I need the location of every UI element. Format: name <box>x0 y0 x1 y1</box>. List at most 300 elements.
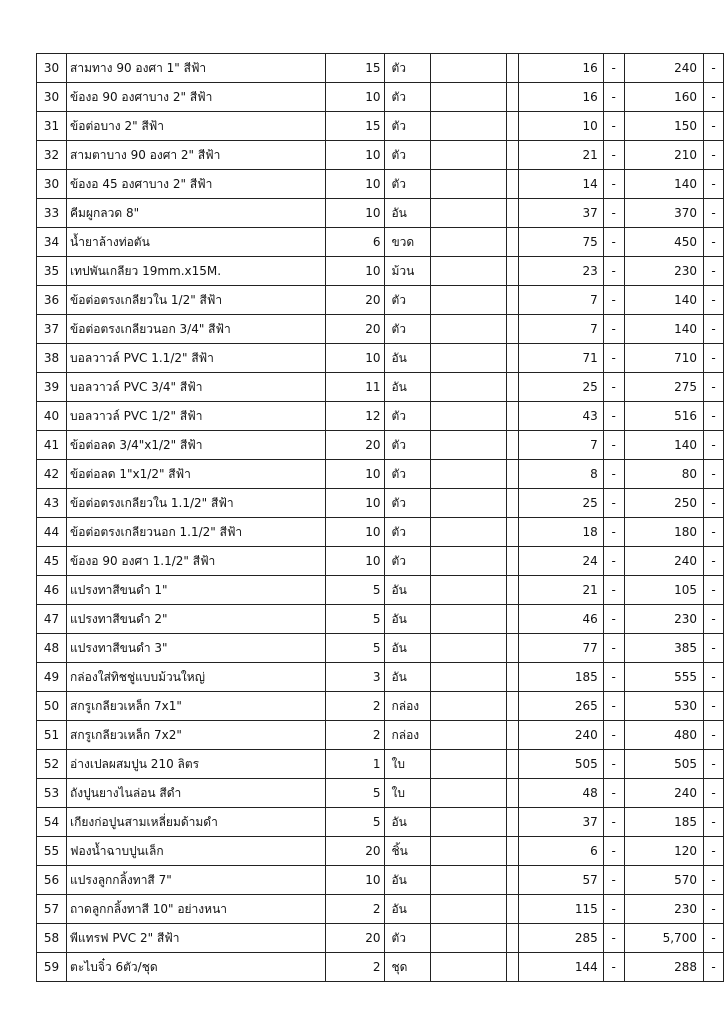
unit-price: 505 <box>518 750 603 779</box>
empty-cell <box>430 112 507 141</box>
quantity: 10 <box>326 344 385 373</box>
unit-price: 46 <box>518 605 603 634</box>
table-row <box>37 721 724 750</box>
total-amount: 505 <box>624 750 703 779</box>
total-satang: - <box>703 518 723 547</box>
row-number: 44 <box>37 518 67 547</box>
item-description: อ่างเปลผสมปูน 210 ลิตร <box>67 750 326 779</box>
table-row <box>37 373 724 402</box>
unit-price: 7 <box>518 286 603 315</box>
unit: ตัว <box>385 547 430 576</box>
unit-price: 240 <box>518 721 603 750</box>
quantity: 12 <box>326 402 385 431</box>
total-satang: - <box>703 924 723 953</box>
empty-cell <box>430 228 507 257</box>
empty-cell <box>507 605 518 634</box>
price-satang: - <box>603 199 624 228</box>
row-number: 30 <box>37 54 67 83</box>
empty-cell <box>430 837 507 866</box>
unit: อัน <box>385 576 430 605</box>
total-satang: - <box>703 634 723 663</box>
quantity: 10 <box>326 460 385 489</box>
empty-cell <box>430 431 507 460</box>
empty-cell <box>430 460 507 489</box>
total-amount: 570 <box>624 866 703 895</box>
unit-price: 6 <box>518 837 603 866</box>
quantity: 11 <box>326 373 385 402</box>
price-satang: - <box>603 750 624 779</box>
quantity: 5 <box>326 634 385 663</box>
quantity: 10 <box>326 518 385 547</box>
row-number: 39 <box>37 373 67 402</box>
table-row <box>37 199 724 228</box>
quantity: 5 <box>326 779 385 808</box>
price-satang: - <box>603 576 624 605</box>
price-satang: - <box>603 373 624 402</box>
total-amount: 370 <box>624 199 703 228</box>
quantity: 10 <box>326 141 385 170</box>
quantity: 2 <box>326 692 385 721</box>
empty-cell <box>507 344 518 373</box>
total-amount: 516 <box>624 402 703 431</box>
total-satang: - <box>703 112 723 141</box>
row-number: 59 <box>37 953 67 982</box>
item-description: สามตาบาง 90 องศา 2" สีฟ้า <box>67 141 326 170</box>
empty-cell <box>430 315 507 344</box>
unit: ตัว <box>385 170 430 199</box>
empty-cell <box>430 721 507 750</box>
total-amount: 240 <box>624 779 703 808</box>
total-satang: - <box>703 54 723 83</box>
total-amount: 185 <box>624 808 703 837</box>
empty-cell <box>507 634 518 663</box>
empty-cell <box>430 54 507 83</box>
table-row <box>37 489 724 518</box>
unit-price: 37 <box>518 808 603 837</box>
item-description: ข้อต่อตรงเกลียวใน 1/2" สีฟ้า <box>67 286 326 315</box>
unit-price: 57 <box>518 866 603 895</box>
item-description: ข้องอ 90 องศา 1.1/2" สีฟ้า <box>67 547 326 576</box>
quantity: 10 <box>326 83 385 112</box>
total-satang: - <box>703 576 723 605</box>
empty-cell <box>507 924 518 953</box>
total-amount: 230 <box>624 605 703 634</box>
total-amount: 530 <box>624 692 703 721</box>
quantity: 20 <box>326 315 385 344</box>
total-satang: - <box>703 837 723 866</box>
row-number: 55 <box>37 837 67 866</box>
unit: ขวด <box>385 228 430 257</box>
item-description: บอลวาวล์ PVC 1/2" สีฟ้า <box>67 402 326 431</box>
quantity: 5 <box>326 576 385 605</box>
total-satang: - <box>703 895 723 924</box>
table-row <box>37 141 724 170</box>
total-amount: 450 <box>624 228 703 257</box>
table-row <box>37 924 724 953</box>
empty-cell <box>430 750 507 779</box>
unit-price: 14 <box>518 170 603 199</box>
item-description: บอลวาวล์ PVC 3/4" สีฟ้า <box>67 373 326 402</box>
item-description: ข้อต่อตรงเกลียวนอก 3/4" สีฟ้า <box>67 315 326 344</box>
table-row <box>37 460 724 489</box>
total-satang: - <box>703 83 723 112</box>
empty-cell <box>507 808 518 837</box>
table-row <box>37 953 724 982</box>
table-row <box>37 895 724 924</box>
unit-price: 144 <box>518 953 603 982</box>
unit: ใบ <box>385 779 430 808</box>
quantity: 5 <box>326 605 385 634</box>
row-number: 47 <box>37 605 67 634</box>
unit: อัน <box>385 866 430 895</box>
empty-cell <box>507 460 518 489</box>
table-row <box>37 750 724 779</box>
item-description: บอลวาวล์ PVC 1.1/2" สีฟ้า <box>67 344 326 373</box>
empty-cell <box>507 228 518 257</box>
table-row <box>37 286 724 315</box>
unit: อัน <box>385 663 430 692</box>
empty-cell <box>430 141 507 170</box>
unit: ตัว <box>385 460 430 489</box>
price-satang: - <box>603 924 624 953</box>
row-number: 35 <box>37 257 67 286</box>
empty-cell <box>507 692 518 721</box>
empty-cell <box>507 373 518 402</box>
price-satang: - <box>603 489 624 518</box>
table-row <box>37 692 724 721</box>
price-satang: - <box>603 663 624 692</box>
unit-price: 16 <box>518 54 603 83</box>
empty-cell <box>507 895 518 924</box>
item-description: สกรูเกลียวเหล็ก 7x2" <box>67 721 326 750</box>
total-amount: 710 <box>624 344 703 373</box>
empty-cell <box>507 83 518 112</box>
unit-price: 185 <box>518 663 603 692</box>
item-description: ข้องอ 45 องศาบาง 2" สีฟ้า <box>67 170 326 199</box>
item-description: เทปพันเกลียว 19mm.x15M. <box>67 257 326 286</box>
empty-cell <box>507 547 518 576</box>
price-satang: - <box>603 808 624 837</box>
empty-cell <box>507 402 518 431</box>
quantity: 10 <box>326 170 385 199</box>
price-satang: - <box>603 460 624 489</box>
total-amount: 105 <box>624 576 703 605</box>
row-number: 48 <box>37 634 67 663</box>
empty-cell <box>430 866 507 895</box>
price-table-body <box>37 54 724 982</box>
table-row <box>37 112 724 141</box>
empty-cell <box>507 663 518 692</box>
item-description: แปรงลูกกลิ้งทาสี 7" <box>67 866 326 895</box>
quantity: 6 <box>326 228 385 257</box>
empty-cell <box>507 779 518 808</box>
empty-cell <box>430 808 507 837</box>
row-number: 41 <box>37 431 67 460</box>
table-row <box>37 431 724 460</box>
table-row <box>37 663 724 692</box>
empty-cell <box>430 634 507 663</box>
total-amount: 5,700 <box>624 924 703 953</box>
total-satang: - <box>703 750 723 779</box>
empty-cell <box>430 83 507 112</box>
row-number: 50 <box>37 692 67 721</box>
unit-price: 43 <box>518 402 603 431</box>
empty-cell <box>430 199 507 228</box>
empty-cell <box>507 953 518 982</box>
unit-price: 71 <box>518 344 603 373</box>
row-number: 45 <box>37 547 67 576</box>
row-number: 33 <box>37 199 67 228</box>
row-number: 58 <box>37 924 67 953</box>
price-satang: - <box>603 895 624 924</box>
row-number: 36 <box>37 286 67 315</box>
row-number: 57 <box>37 895 67 924</box>
unit: ตัว <box>385 83 430 112</box>
quantity: 10 <box>326 257 385 286</box>
total-amount: 240 <box>624 547 703 576</box>
table-row <box>37 547 724 576</box>
quantity: 3 <box>326 663 385 692</box>
row-number: 30 <box>37 83 67 112</box>
table-row <box>37 315 724 344</box>
total-satang: - <box>703 228 723 257</box>
quantity: 15 <box>326 112 385 141</box>
price-satang: - <box>603 547 624 576</box>
row-number: 49 <box>37 663 67 692</box>
total-satang: - <box>703 547 723 576</box>
unit: ม้วน <box>385 257 430 286</box>
item-description: ข้อต่อลด 3/4"x1/2" สีฟ้า <box>67 431 326 460</box>
empty-cell <box>507 750 518 779</box>
price-satang: - <box>603 866 624 895</box>
unit: ตัว <box>385 286 430 315</box>
unit: อัน <box>385 605 430 634</box>
total-amount: 140 <box>624 431 703 460</box>
item-description: น้ำยาล้างท่อตัน <box>67 228 326 257</box>
item-description: ข้อต่อตรงเกลียวนอก 1.1/2" สีฟ้า <box>67 518 326 547</box>
table-row <box>37 808 724 837</box>
total-amount: 240 <box>624 54 703 83</box>
row-number: 54 <box>37 808 67 837</box>
quantity: 2 <box>326 953 385 982</box>
total-amount: 80 <box>624 460 703 489</box>
table-row <box>37 228 724 257</box>
unit: อัน <box>385 634 430 663</box>
unit-price: 16 <box>518 83 603 112</box>
empty-cell <box>507 518 518 547</box>
empty-cell <box>430 663 507 692</box>
unit: อัน <box>385 895 430 924</box>
total-satang: - <box>703 460 723 489</box>
unit-price: 265 <box>518 692 603 721</box>
row-number: 51 <box>37 721 67 750</box>
empty-cell <box>507 141 518 170</box>
table-row <box>37 54 724 83</box>
total-satang: - <box>703 808 723 837</box>
total-amount: 555 <box>624 663 703 692</box>
table-row <box>37 634 724 663</box>
unit: ใบ <box>385 750 430 779</box>
empty-cell <box>430 402 507 431</box>
unit-price: 18 <box>518 518 603 547</box>
unit: อัน <box>385 344 430 373</box>
item-description: ข้อต่อบาง 2" สีฟ้า <box>67 112 326 141</box>
price-satang: - <box>603 634 624 663</box>
total-satang: - <box>703 605 723 634</box>
total-amount: 385 <box>624 634 703 663</box>
total-satang: - <box>703 141 723 170</box>
table-row <box>37 779 724 808</box>
total-satang: - <box>703 170 723 199</box>
row-number: 30 <box>37 170 67 199</box>
empty-cell <box>430 489 507 518</box>
price-satang: - <box>603 431 624 460</box>
row-number: 40 <box>37 402 67 431</box>
unit-price: 285 <box>518 924 603 953</box>
quantity: 1 <box>326 750 385 779</box>
price-satang: - <box>603 257 624 286</box>
item-description: ข้อต่อลด 1"x1/2" สีฟ้า <box>67 460 326 489</box>
quantity: 15 <box>326 54 385 83</box>
price-satang: - <box>603 112 624 141</box>
quantity: 10 <box>326 866 385 895</box>
row-number: 31 <box>37 112 67 141</box>
empty-cell <box>507 576 518 605</box>
price-satang: - <box>603 141 624 170</box>
total-satang: - <box>703 721 723 750</box>
table-row <box>37 83 724 112</box>
item-description: ถังปูนยางไนล่อน สีดำ <box>67 779 326 808</box>
empty-cell <box>507 54 518 83</box>
empty-cell <box>430 170 507 199</box>
table-row <box>37 518 724 547</box>
quantity: 10 <box>326 547 385 576</box>
price-satang: - <box>603 953 624 982</box>
total-amount: 250 <box>624 489 703 518</box>
unit-price: 21 <box>518 576 603 605</box>
unit: ตัว <box>385 924 430 953</box>
unit-price: 48 <box>518 779 603 808</box>
empty-cell <box>507 170 518 199</box>
empty-cell <box>507 112 518 141</box>
quantity: 20 <box>326 924 385 953</box>
table-row <box>37 402 724 431</box>
item-description: ถาดลูกกลิ้งทาสี 10" อย่างหนา <box>67 895 326 924</box>
item-description: แปรงทาสีขนดำ 2" <box>67 605 326 634</box>
unit: อัน <box>385 199 430 228</box>
total-amount: 275 <box>624 373 703 402</box>
unit: ชุด <box>385 953 430 982</box>
total-amount: 180 <box>624 518 703 547</box>
item-description: แปรงทาสีขนดำ 3" <box>67 634 326 663</box>
quantity: 20 <box>326 286 385 315</box>
item-description: เกียงก่อปูนสามเหลี่ยมด้ามดำ <box>67 808 326 837</box>
price-satang: - <box>603 344 624 373</box>
empty-cell <box>507 315 518 344</box>
unit: ตัว <box>385 141 430 170</box>
unit-price: 75 <box>518 228 603 257</box>
table-row <box>37 257 724 286</box>
unit: อัน <box>385 373 430 402</box>
total-satang: - <box>703 692 723 721</box>
quantity: 2 <box>326 895 385 924</box>
empty-cell <box>430 518 507 547</box>
total-satang: - <box>703 315 723 344</box>
table-row <box>37 576 724 605</box>
quantity: 20 <box>326 431 385 460</box>
row-number: 38 <box>37 344 67 373</box>
row-number: 32 <box>37 141 67 170</box>
price-satang: - <box>603 721 624 750</box>
total-satang: - <box>703 431 723 460</box>
row-number: 42 <box>37 460 67 489</box>
table-row <box>37 344 724 373</box>
unit-price: 25 <box>518 373 603 402</box>
empty-cell <box>507 257 518 286</box>
unit-price: 37 <box>518 199 603 228</box>
quantity: 10 <box>326 489 385 518</box>
empty-cell <box>507 431 518 460</box>
unit: ตัว <box>385 402 430 431</box>
unit: กล่อง <box>385 692 430 721</box>
unit-price: 7 <box>518 315 603 344</box>
unit: อัน <box>385 808 430 837</box>
unit: ตัว <box>385 112 430 141</box>
row-number: 34 <box>37 228 67 257</box>
total-amount: 480 <box>624 721 703 750</box>
total-satang: - <box>703 402 723 431</box>
price-satang: - <box>603 402 624 431</box>
total-satang: - <box>703 866 723 895</box>
unit-price: 21 <box>518 141 603 170</box>
item-description: กล่องใส่ทิชชู่แบบม้วนใหญ่ <box>67 663 326 692</box>
total-satang: - <box>703 953 723 982</box>
price-satang: - <box>603 170 624 199</box>
empty-cell <box>430 257 507 286</box>
item-description: แปรงทาสีขนดำ 1" <box>67 576 326 605</box>
unit-price: 25 <box>518 489 603 518</box>
total-amount: 140 <box>624 286 703 315</box>
row-number: 56 <box>37 866 67 895</box>
empty-cell <box>507 199 518 228</box>
total-satang: - <box>703 489 723 518</box>
price-satang: - <box>603 54 624 83</box>
item-description: ข้อต่อตรงเกลียวใน 1.1/2" สีฟ้า <box>67 489 326 518</box>
total-amount: 150 <box>624 112 703 141</box>
total-satang: - <box>703 344 723 373</box>
unit: ตัว <box>385 489 430 518</box>
item-description: พีแทรฟ PVC 2" สีฟ้า <box>67 924 326 953</box>
empty-cell <box>430 953 507 982</box>
table-row <box>37 866 724 895</box>
price-satang: - <box>603 837 624 866</box>
unit: ตัว <box>385 54 430 83</box>
unit: กล่อง <box>385 721 430 750</box>
total-satang: - <box>703 257 723 286</box>
total-satang: - <box>703 286 723 315</box>
price-satang: - <box>603 692 624 721</box>
unit: ตัว <box>385 431 430 460</box>
empty-cell <box>430 344 507 373</box>
unit-price: 115 <box>518 895 603 924</box>
unit-price: 24 <box>518 547 603 576</box>
unit-price: 77 <box>518 634 603 663</box>
unit-price: 23 <box>518 257 603 286</box>
quantity: 10 <box>326 199 385 228</box>
quantity: 20 <box>326 837 385 866</box>
empty-cell <box>430 605 507 634</box>
unit-price: 7 <box>518 431 603 460</box>
